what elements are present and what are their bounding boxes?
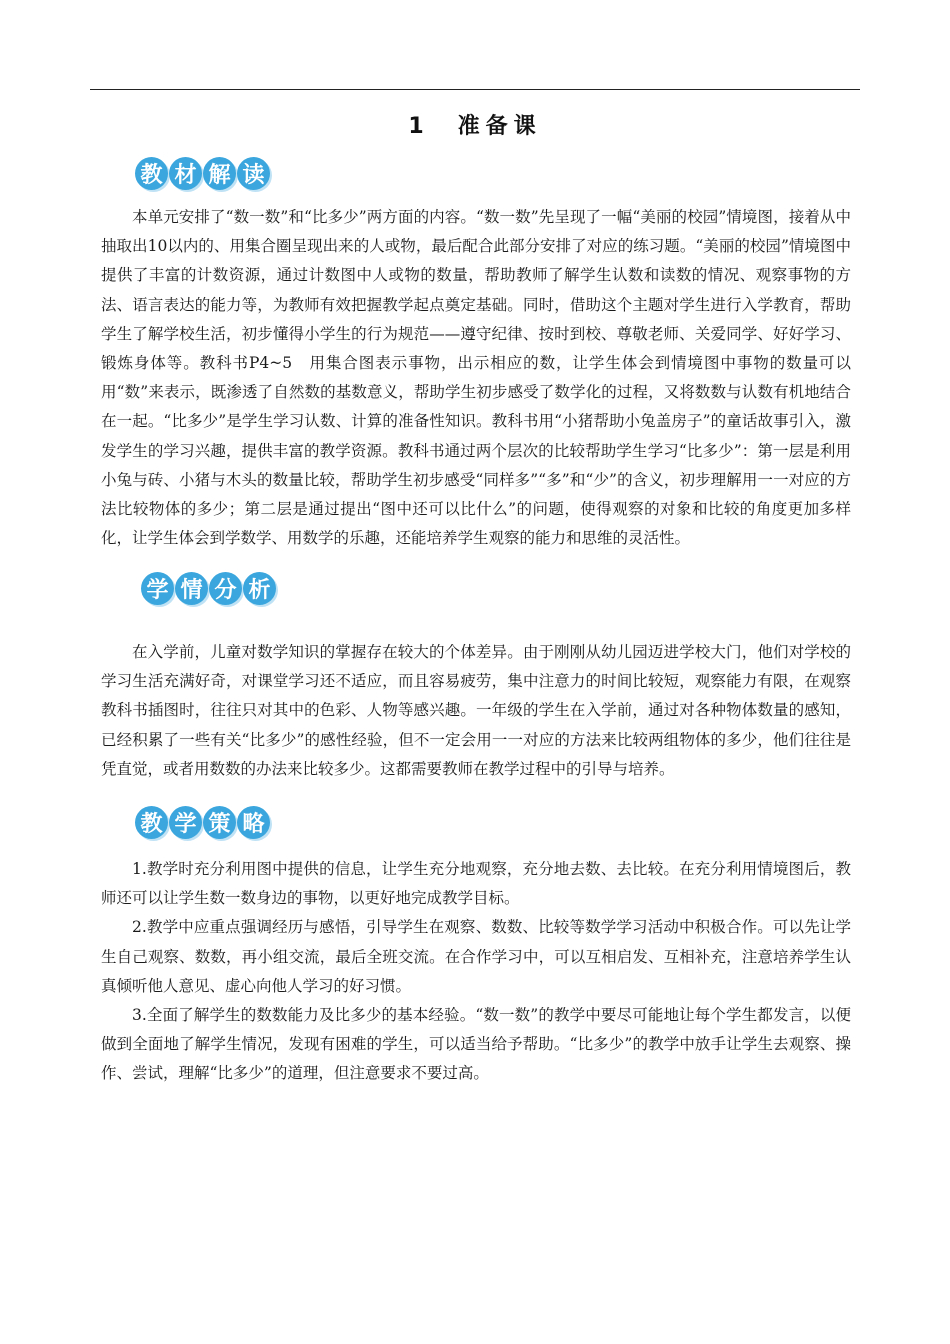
heading-char: 教 — [135, 806, 168, 839]
heading-char: 教 — [135, 157, 168, 190]
section-heading-teaching-strategy — [135, 806, 270, 844]
paragraph: 在入学前，儿童对数学知识的掌握存在较大的个体差异。由于刚刚从幼儿园迈进学校大门，他们对学校的学习生活充满好奇，对课堂学习还不适应，而且容易疲劳，集中注意力的时间比较短，观察能力有限，在观察教科书插图时，往往只对其中的色彩、人物等感兴趣。一年级的学生在入学前，通过对各种物体数量的感知，已经积累了一些有关“比多少”的感性经验，但不一定会用一一对应的方法来比较两组物体的多少，他们往往是凭直觉，或者用数数的办法来比较多少。这都需要教师在教学过程中的引导与培养。 — [101, 643, 851, 778]
page-title: 1 准备课 — [408, 114, 542, 139]
heading-char: 学 — [169, 806, 202, 839]
heading-char: 学 — [141, 572, 174, 605]
section-body-textbook-reading — [101, 203, 851, 553]
section-body-teaching-strategy — [101, 855, 851, 1089]
section-heading-textbook-reading — [135, 157, 270, 195]
heading-char: 读 — [237, 157, 270, 190]
heading-char: 析 — [243, 572, 276, 605]
paragraph: 本单元安排了“数一数”和“比多少”两方面的内容。“数一数”先呈现了一幅“美丽的校园”情境图，接着从中抽取出10以内的、用集合圈呈现出来的人或物，最后配合此部分安排了对应的练习题。“美丽的校园”情境图中提供了丰富的计数资源，通过计数图中人或物的数量，帮助教师了解学生认数和读数的情况、观察事物的方法、语言表达的能力等，为教师有效把握教学起点奠定基础。同时，借助这个主题对学生进行入学教育，帮助学生了解学校生活，初步懂得小学生的行为规范——遵守纪律、按时到校、尊敬老师、关爱同学、好好学习、锻炼身体等。教科书P4~5 用集合图表示事物，出示相应的数，让学生体会到情境图中事物的数量可以用“数”来表示，既渗透了自然数的基数意义，帮助学生初步感受了数学化的过程，又将数数与认数有机地结合在一起。“比多少”是学生学习认数、计算的准备性知识。教科书用“小猪帮助小兔盖房子”的童话故事引入，激发学生的学习兴趣，提供丰富的教学资源。教科书通过两个层次的比较帮助学生学习“比多少”：第一层是利用小兔与砖、小猪与木头的数量比较，帮助学生初步感受“同样多”“多”和“少”的含义，初步理解用一一对应的方法比较物体的多少；第二层是通过提出“图中还可以比什么”的问题，使得观察的对象和比较的角度更加多样化，让学生体会到学数学、用数学的乐趣，还能培养学生观察的能力和思维的灵活性。 — [101, 208, 851, 548]
heading-char: 材 — [169, 157, 202, 190]
heading-char: 情 — [175, 572, 208, 605]
section-body-student-analysis — [101, 638, 851, 784]
heading-char: 略 — [237, 806, 270, 839]
section-heading-student-analysis — [141, 572, 276, 610]
paragraph: 1.教学时充分利用图中提供的信息，让学生充分地观察，充分地去数、去比较。在充分利用情境图后，教师还可以让学生数一数身边的事物，以更好地完成教学目标。 — [101, 860, 851, 908]
heading-char: 解 — [203, 157, 236, 190]
heading-char: 分 — [209, 572, 242, 605]
paragraph: 2.教学中应重点强调经历与感悟，引导学生在观察、数数、比较等数学学习活动中积极合作。可以先让学生自己观察、数数，再小组交流，最后全班交流。在合作学习中，可以互相启发、互相补充，注意培养学生认真倾听他人意见、虚心向他人学习的好习惯。 — [101, 918, 851, 995]
heading-char: 策 — [203, 806, 236, 839]
paragraph: 3.全面了解学生的数数能力及比多少的基本经验。“数一数”的教学中要尽可能地让每个学生都发言，以便做到全面地了解学生情况，发现有困难的学生，可以适当给予帮助。“比多少”的教学中放手让学生去观察、操作、尝试，理解“比多少”的道理，但注意要求不要过高。 — [101, 1006, 851, 1083]
header-rule — [90, 89, 860, 90]
